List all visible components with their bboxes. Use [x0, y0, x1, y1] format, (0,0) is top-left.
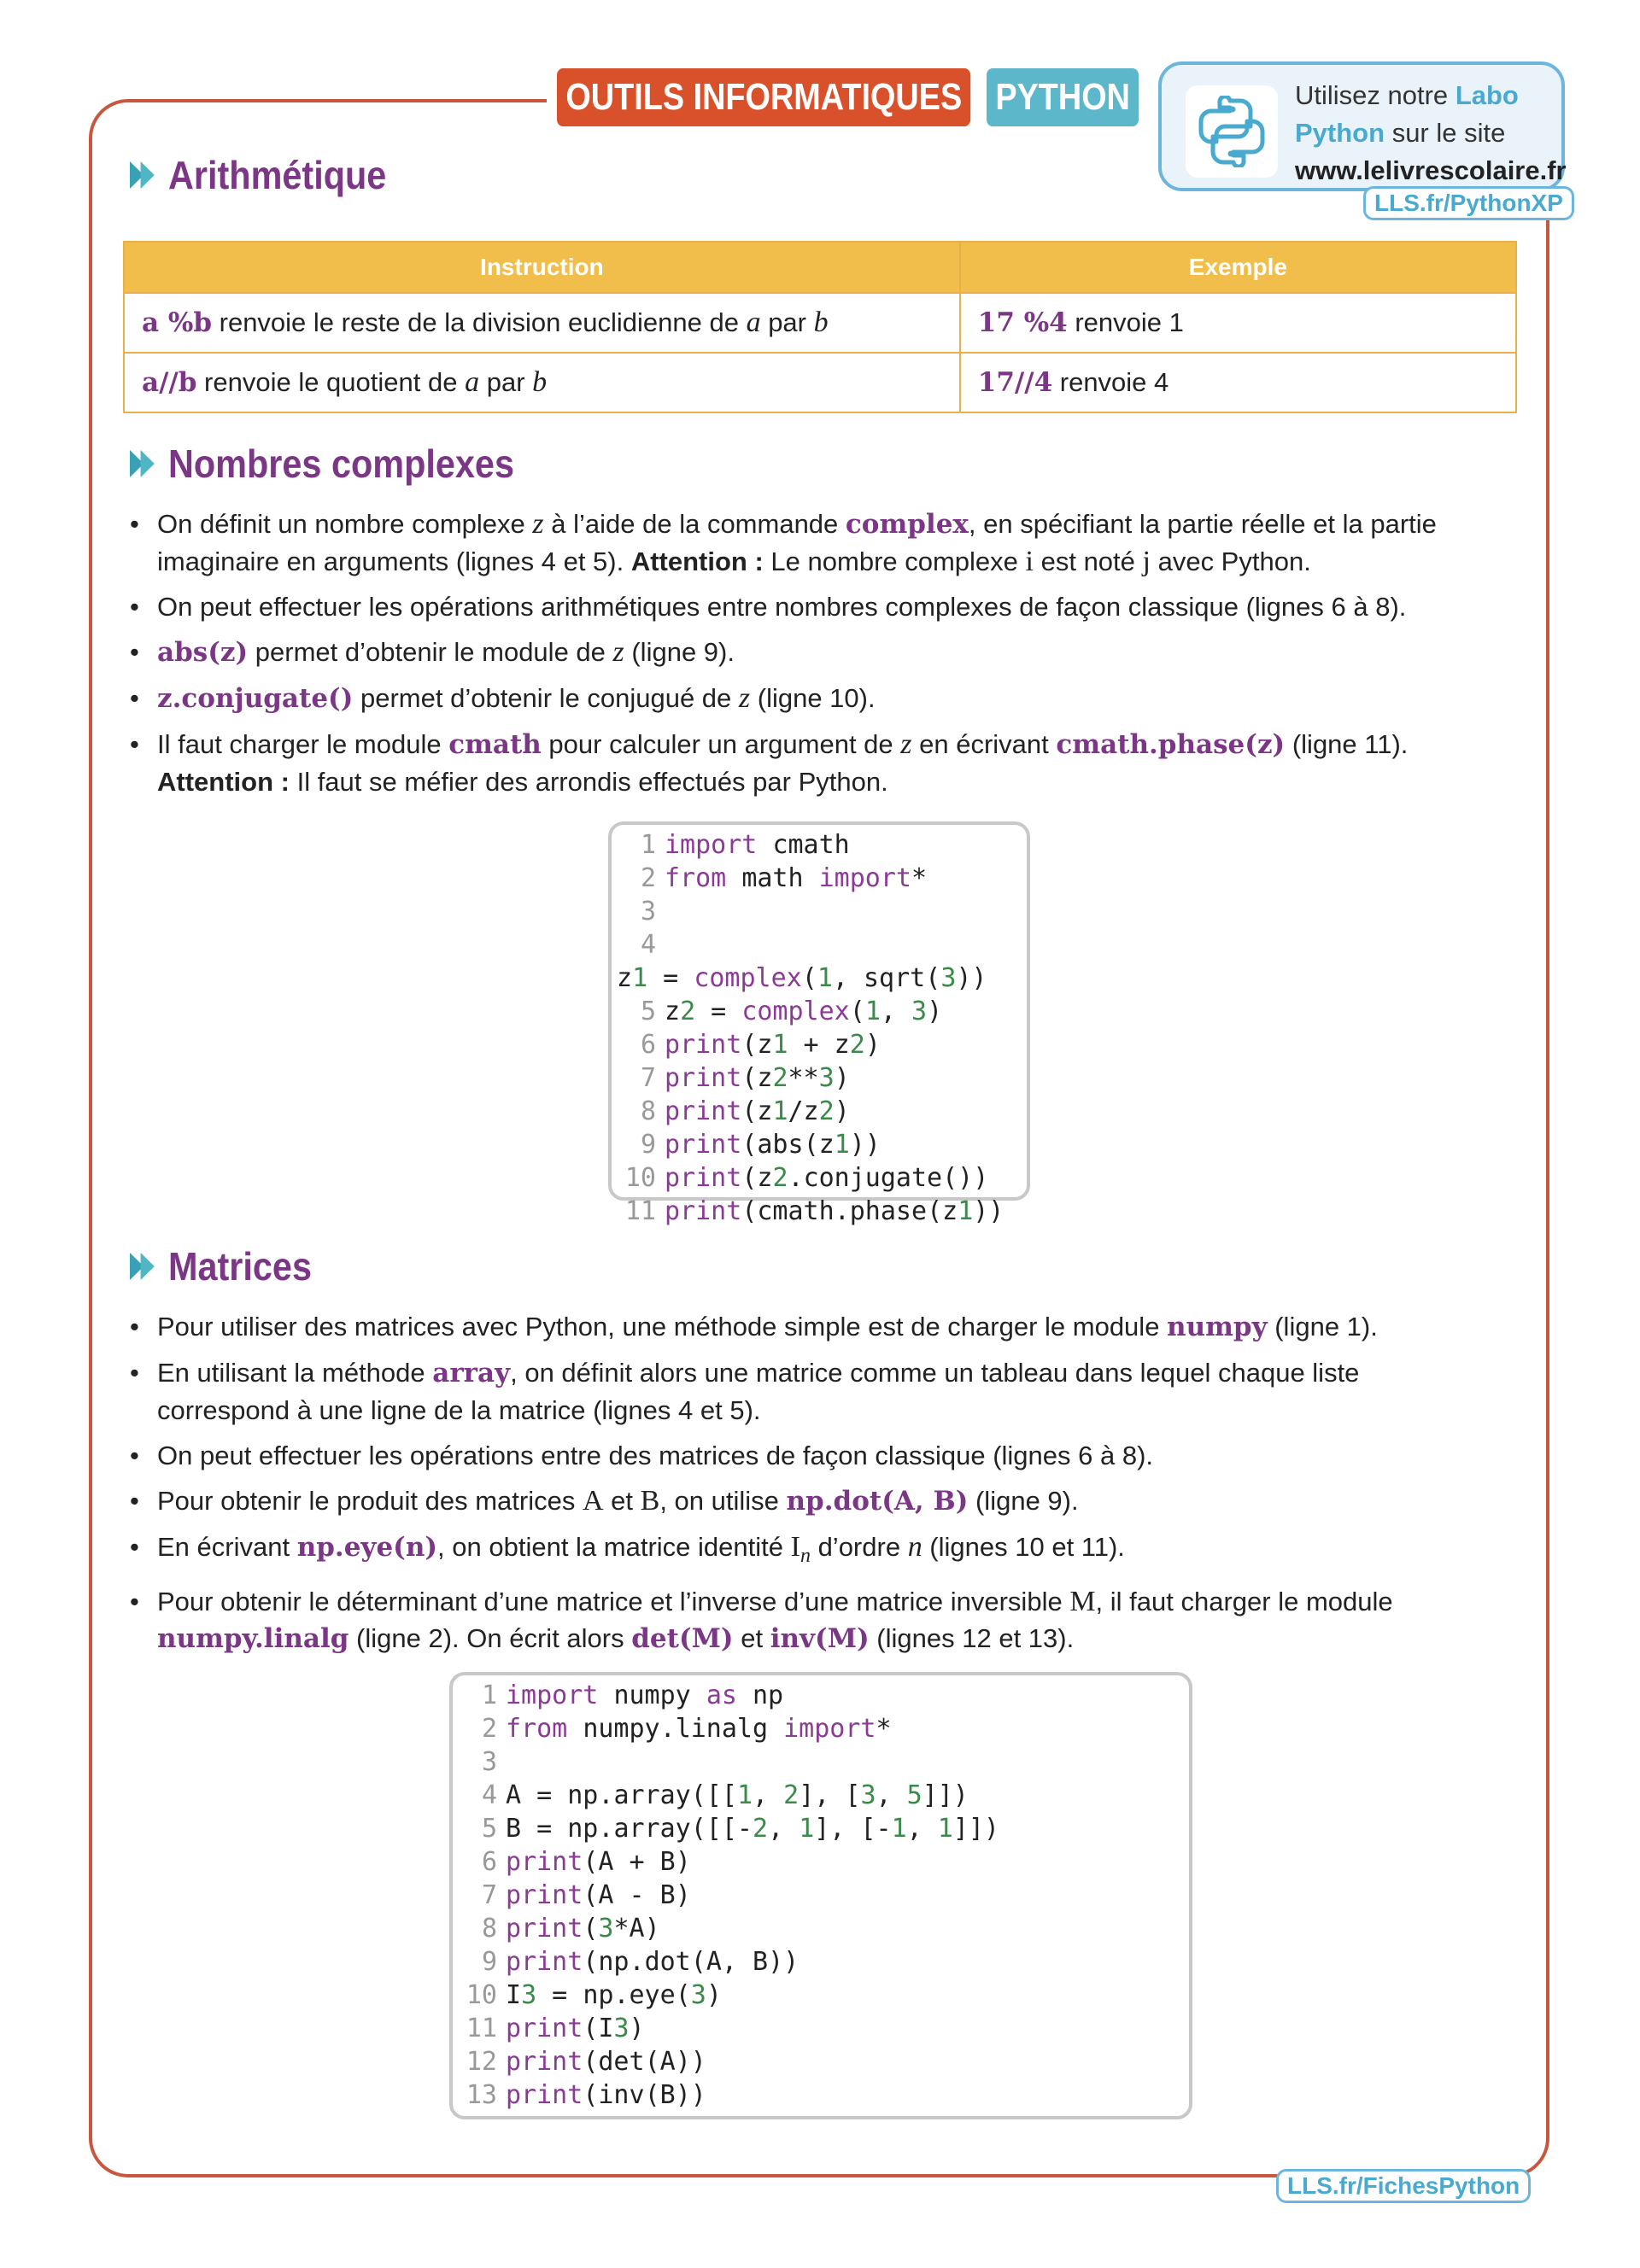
- code-text: z2 = complex(1, 3): [665, 997, 943, 1026]
- list-item: • En utilisant la méthode array, on définit alors une matrice comme un tableau dans lequel chaque liste correspond à une ligne de la matrice (lignes 4 et 5).: [128, 1354, 1486, 1429]
- code-line: [458, 1979, 1189, 2012]
- line-number: 11: [624, 1196, 656, 1226]
- line-number: 1: [481, 1681, 497, 1710]
- complexes-list: [128, 506, 1486, 809]
- code-text: import cmath: [665, 830, 850, 860]
- list-item: • On peut effectuer les opérations entre des matrices de façon classique (lignes 6 à 8).: [128, 1437, 1486, 1474]
- code-line: [617, 995, 1027, 1028]
- code-line: [458, 1745, 1189, 1779]
- code-text: print(3*A): [506, 1914, 660, 1944]
- code-line: [617, 1028, 1027, 1061]
- code-text: print(z1 + z2): [665, 1030, 881, 1060]
- arithmetic-table: [123, 241, 1517, 413]
- section-arrow-icon: [130, 448, 161, 479]
- tag-outils-informatiques: OUTILS INFORMATIQUES: [557, 68, 971, 126]
- line-number: 4: [481, 1780, 497, 1810]
- code-text: I3 = np.eye(3): [506, 1980, 722, 2010]
- line-number: 5: [640, 997, 656, 1026]
- python-xp-link[interactable]: LLS.fr/PythonXP: [1363, 186, 1574, 220]
- list-item: • Pour obtenir le produit des matrices A et B, on utilise np.dot(A, B) (ligne 9).: [128, 1482, 1486, 1520]
- list-item: • Pour obtenir le déterminant d’une matrice et l’inverse d’une matrice inversible M, il faut charger le module numpy.linalg (ligne 2). On écrit alors det(M) et inv(M) (lignes 12 et 13).: [128, 1583, 1486, 1657]
- line-number: 6: [640, 1030, 656, 1060]
- table-header: Instruction: [124, 242, 960, 293]
- header-tags: [547, 68, 1174, 126]
- line-number: 3: [640, 897, 656, 926]
- code-line: [617, 895, 1027, 928]
- line-number: 7: [640, 1063, 656, 1093]
- code-line: [617, 1095, 1027, 1128]
- line-number: 4: [640, 930, 656, 960]
- code-line: [458, 1779, 1189, 1812]
- line-number: 3: [481, 1747, 497, 1777]
- code-line: [617, 862, 1027, 895]
- code-text: A = np.array([[1, 2], [3, 5]]): [506, 1780, 969, 1810]
- code-line: [458, 1945, 1189, 1979]
- list-item: • On peut effectuer les opérations arithmétiques entre nombres complexes de façon classique (lignes 6 à 8).: [128, 588, 1486, 625]
- line-number: 13: [466, 2080, 497, 2110]
- section-arrow-icon: [130, 160, 161, 190]
- code-text: print(inv(B)): [506, 2080, 706, 2110]
- code-line: [617, 1161, 1027, 1195]
- line-number: 6: [481, 1847, 497, 1877]
- code-text: print(z2**3): [665, 1063, 850, 1093]
- line-number: 2: [640, 863, 656, 893]
- python-logo-icon: [1186, 85, 1278, 178]
- code-line: [458, 1845, 1189, 1879]
- line-number: 5: [481, 1814, 497, 1844]
- code-line: [617, 1128, 1027, 1161]
- line-number: 12: [466, 2047, 497, 2077]
- line-number: 2: [481, 1714, 497, 1744]
- code-line: [458, 1812, 1189, 1845]
- line-number: 11: [466, 2014, 497, 2043]
- section-arrow-icon: [130, 1251, 161, 1282]
- line-number: 8: [640, 1096, 656, 1126]
- code-block-complexes: [608, 821, 1030, 1226]
- code-line: [458, 2012, 1189, 2045]
- code-line: [458, 1679, 1189, 1712]
- labo-link[interactable]: Labo: [1455, 80, 1519, 110]
- line-number: 10: [466, 1980, 497, 2010]
- line-number: 7: [481, 1880, 497, 1910]
- fiches-python-link[interactable]: LLS.fr/FichesPython: [1276, 2169, 1531, 2203]
- code-text: z1 = complex(1, sqrt(3)): [617, 963, 987, 993]
- line-number: 9: [481, 1947, 497, 1977]
- code-line: [458, 1912, 1189, 1945]
- code-line: [617, 1061, 1027, 1095]
- table-row: a//b renvoie le quotient de a par b 17//4 renvoie 4: [124, 353, 1516, 412]
- code-line: [617, 928, 1027, 995]
- site-link[interactable]: www.lelivrescolaire.fr: [1295, 155, 1567, 185]
- section-title-complexes: Nombres complexes: [130, 441, 514, 487]
- line-number: 1: [640, 830, 656, 860]
- list-item: • En écrivant np.eye(n), on obtient la matrice identité $I_n$ d’ordre n (lignes 10 et 11).: [128, 1529, 1486, 1575]
- code-line: [458, 2045, 1189, 2078]
- labo-python-box[interactable]: [1158, 61, 1565, 191]
- code-line: [458, 2078, 1189, 2112]
- list-item: • z.conjugate() permet d’obtenir le conjugué de z (ligne 10).: [128, 680, 1486, 717]
- list-item: • Pour utiliser des matrices avec Python, une méthode simple est de charger le module numpy (ligne 1).: [128, 1308, 1486, 1346]
- line-number: 8: [481, 1914, 497, 1944]
- code-text: import numpy as np: [506, 1681, 784, 1710]
- code-line: [617, 828, 1027, 862]
- code-line: [617, 1195, 1027, 1228]
- code-text: print(I3): [506, 2014, 645, 2043]
- table-row: a %b renvoie le reste de la division euclidienne de a par b 17 %4 renvoie 1: [124, 293, 1516, 353]
- labo-text: Utilisez notre Labo Python sur le site www.lelivrescolaire.fr: [1295, 77, 1567, 190]
- code-text: from math import*: [665, 863, 928, 893]
- table-header: Exemple: [960, 242, 1516, 293]
- code-text: print(det(A)): [506, 2047, 706, 2077]
- section-title-matrices: Matrices: [130, 1243, 312, 1289]
- code-text: print(z2.conjugate()): [665, 1163, 989, 1193]
- tag-python: PYTHON: [987, 68, 1139, 126]
- code-text: print(cmath.phase(z1)): [665, 1196, 1004, 1226]
- code-text: print(A - B): [506, 1880, 691, 1910]
- code-block-matrices: [449, 1672, 1192, 2119]
- code-text: B = np.array([[-2, 1], [-1, 1]]): [506, 1814, 999, 1844]
- code-line: [458, 1712, 1189, 1745]
- list-item: • abs(z) permet d’obtenir le module de z (ligne 9).: [128, 634, 1486, 671]
- code-text: from numpy.linalg import*: [506, 1714, 892, 1744]
- list-item: • Il faut charger le module cmath pour calculer un argument de z en écrivant cmath.phase(z) (ligne 11). Attention : Il faut se méfier des arrondis effectués par Python.: [128, 726, 1486, 800]
- section-title-arithmetique: Arithmétique: [130, 152, 386, 198]
- code-text: print(np.dot(A, B)): [506, 1947, 800, 1977]
- code-text: print(abs(z1)): [665, 1130, 881, 1160]
- list-item: • On définit un nombre complexe z à l’aide de la commande complex, en spécifiant la partie réelle et la partie imaginaire en arguments (lignes 4 et 5). Attention : Le nombre complexe i est noté j avec Python.: [128, 506, 1486, 580]
- line-number: 10: [624, 1163, 656, 1193]
- code-text: print(A + B): [506, 1847, 691, 1877]
- code-line: [458, 1879, 1189, 1912]
- code-text: print(z1/z2): [665, 1096, 850, 1126]
- line-number: 9: [640, 1130, 656, 1160]
- matrices-list: [128, 1308, 1486, 1666]
